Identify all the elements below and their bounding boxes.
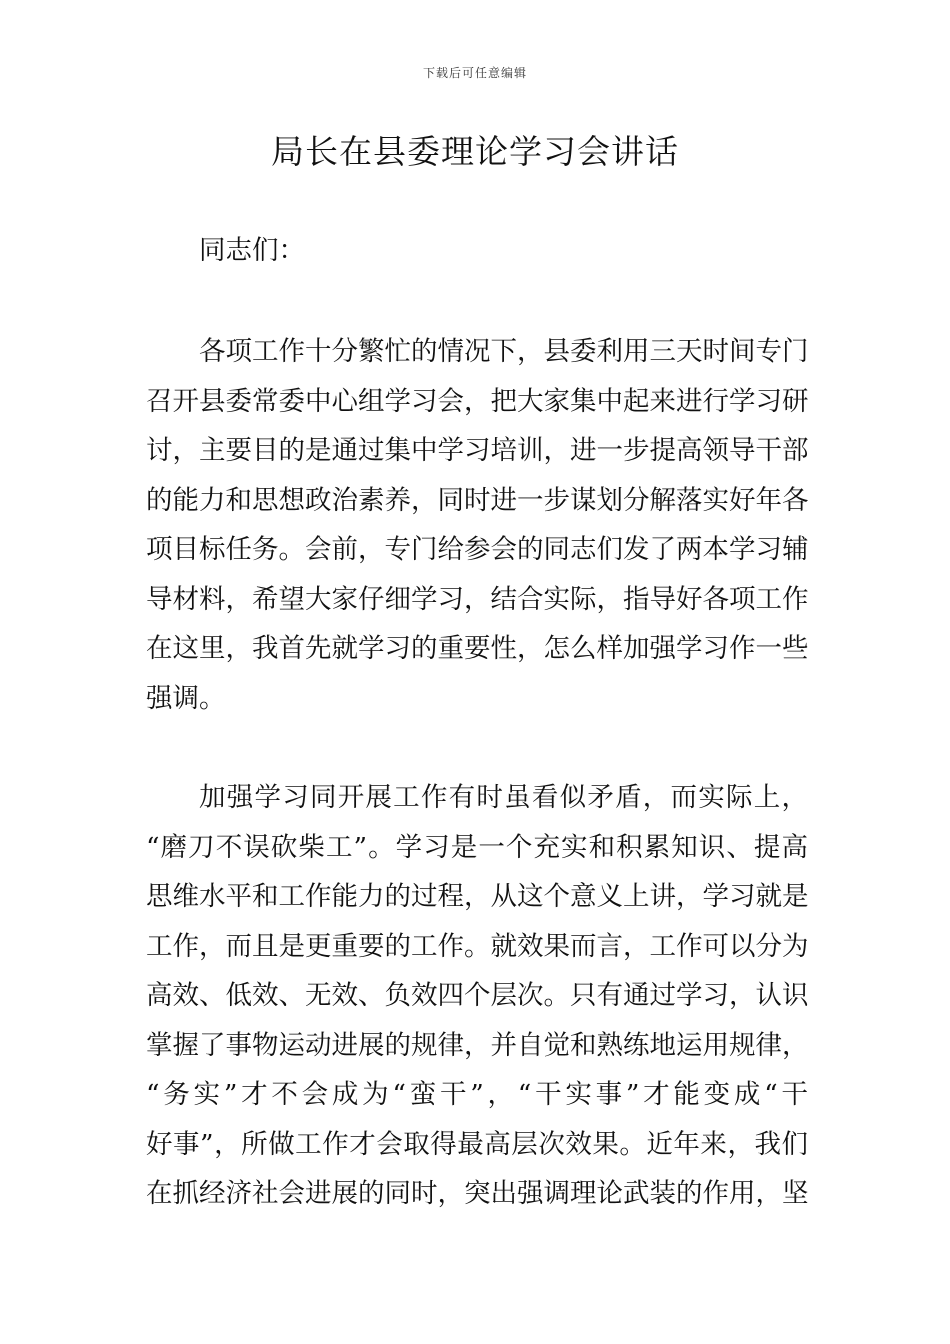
paragraph-line: 思维水平和工作能力的过程，从这个意义上讲，学习就是 <box>146 881 809 912</box>
paragraph-2 <box>146 773 808 1219</box>
paragraph-line: 掌握了事物运动进展的规律，并自觉和熟练地运用规律， <box>146 1029 809 1061</box>
paragraph-line: 导材料，希望大家仔细学习，结合实际，指导好各项工作 <box>146 583 809 615</box>
paragraph-line: 讨，主要目的是通过集中学习培训，进一步提高领导干部 <box>146 435 809 466</box>
paragraph-line: 的能力和思想政治素养，同时进一步谋划分解落实好年各 <box>146 484 809 516</box>
greeting-text: 同志们： <box>199 235 305 266</box>
paragraph-line: 召开县委常委中心组学习会，把大家集中起来进行学习研 <box>146 385 809 417</box>
paragraph-line: 强调。 <box>146 682 226 714</box>
paragraph-line: “磨刀不误砍柴工”。学习是一个充实和积累知识、提高 <box>146 831 808 863</box>
paragraph-line: 工作，而且是更重要的工作。就效果而言，工作可以分为 <box>146 930 809 962</box>
paragraph-line: 在这里，我首先就学习的重要性，怎么样加强学习作一些 <box>146 633 809 664</box>
paragraph-line: 高效、低效、无效、负效四个层次。只有通过学习，认识 <box>146 980 809 1011</box>
paragraph-line: 各项工作十分繁忙的情况下，县委利用三天时间专门 <box>199 336 809 367</box>
paragraph-1 <box>146 327 808 723</box>
header-note: 下载后可任意编辑 <box>422 66 527 80</box>
paragraph-line: 项目标任务。会前，专门给参会的同志们发了两本学习辅 <box>146 534 809 565</box>
greeting <box>146 226 808 276</box>
document-title: 局长在县委理论学习会讲话 <box>271 132 679 171</box>
paragraph-line: 加强学习同开展工作有时虽看似矛盾，而实际上， <box>199 782 808 813</box>
paragraph-line: “务实”才不会成为“蛮干”，“干实事”才能变成“干 <box>146 1079 808 1110</box>
paragraph-line: 在抓经济社会进展的同时，突出强调理论武装的作用，坚 <box>146 1178 809 1209</box>
paragraph-line: 好事”，所做工作才会取得最高层次效果。近年来，我们 <box>146 1128 808 1160</box>
